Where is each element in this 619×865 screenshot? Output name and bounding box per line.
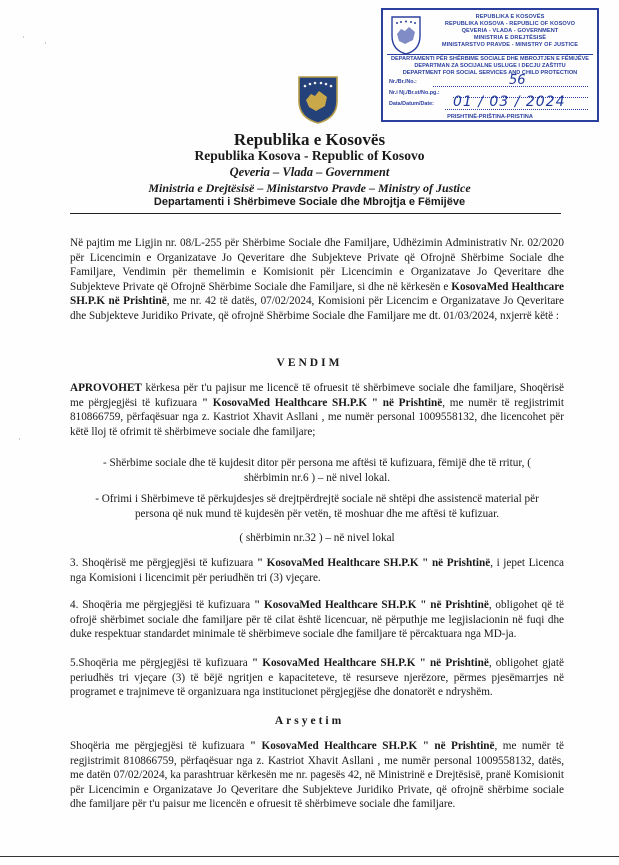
stamp-dept-line: DEPARTMAN ZA SOCIJALNE USLUGE I DECJU ZAŠTITU xyxy=(414,63,566,69)
approval-keyword: APROVOHET xyxy=(70,382,142,394)
service-item-2: - Ofrimi i Shërbimeve të përkujdesjes së drejtpërdrejtë sociale në shtëpi dhe assistencë material për persona që nuk mund të kujdesën për vetën, të moshuar dhe me aftësi të kufizuar. xyxy=(95,493,539,520)
kosovo-emblem-icon xyxy=(389,14,423,56)
stamp-date-label: Data/Datum/Date: xyxy=(389,101,434,107)
service-item-2-level: ( shërbimin nr.32 ) – në nivel lokal xyxy=(239,532,395,544)
header-department: Departamenti i Shërbimeve Sociale dhe Mbrojtja e Fëmijëve xyxy=(153,196,466,208)
paragraph-4: 4. Shoqëria me përgjegjësi të kufizuara " KosovaMed Healthcare SH.P.K " në Prishtinë, obligohet që të ofrojë shërbimet sociale dhe familjare për të cilat është licencuar, në përputhje me legjislacionin në fuqi dhe duke respektuar standardet minimale të shërbimeve sociale dhe familjare të përcaktuara nga MD-ja. xyxy=(70,599,564,641)
header-republic-multilingual: Republika Kosova - Republic of Kosovo xyxy=(194,148,425,163)
stamp-dept-line: DEPARTMENT FOR SOCIAL SERVICES AND CHILD PROTECTION xyxy=(402,70,578,76)
header-ministry: Ministria e Drejtësisë – Ministarstvo Pravde – Ministry of Justice xyxy=(148,181,471,195)
page-bottom-edge xyxy=(0,856,619,857)
stamp-header-line: MINISTRIA E DREJTËSISË xyxy=(473,35,547,41)
reasoning-paragraph: Shoqëria me përgjegjësi të kufizuara " KosovaMed Healthcare SH.P.K " në Prishtinë, me numër të regjistrimit 810866759, përfaqësuar nga z. Kastriot Xhavit Asllani , me numër personal 1009558132, datës, me datën 07/02/2024, ka parashtruar kërkesën me nr. pagesës 42, në Ministrinë e Drejtësisë, pranë Komisionit për Licencimin e Organizatave Jo Qeveritare dhe Subjekteve Juridiko Private, që ofrojnë shërbime sociale dhe familjare për t'u paisur me licencën e ofruesit të shërbimeve sociale dhe familjare. xyxy=(70,740,564,811)
kosovo-coat-of-arms-icon xyxy=(297,75,339,125)
stamp-city: PRISHTINË-PRIŠTINA-PRISTINA xyxy=(447,114,533,120)
stamp-header-line: REPUBLIKA KOSOVA - REPUBLIC OF KOSOVO xyxy=(444,21,576,27)
stamp-nr-value: 56 xyxy=(509,73,526,88)
stamp-header xyxy=(423,14,597,49)
header-government: Qeveria – Vlada – Government xyxy=(229,165,390,179)
stamp-department xyxy=(387,56,593,77)
scan-speck: · xyxy=(18,434,21,444)
applicant-name: KosovaMed Healthcare SH.P.K në Prishtinë xyxy=(70,280,564,308)
stamp-dept-line: DEPARTAMENTI PËR SHËRBIME SOCIALE DHE MBROJTJEN E FËMIJËVE xyxy=(390,56,590,62)
stamp-nrj-label: Nr.i Nj./Br.st/No.pg.: xyxy=(389,90,440,96)
paragraph-3: 3. Shoqërisë me përgjegjësi të kufizuara " KosovaMed Healthcare SH.P.K " në Prishtinë, i jepet Licenca nga Komisioni i licencimit për periudhën tri (3) vjeçare. xyxy=(70,557,564,584)
paragraph-5: 5.Shoqëria me përgjegjësi të kufizuara " KosovaMed Healthcare SH.P.K " në Prishtinë, obligohet gjatë periudhës tri vjeçare (3) të bëjë ngritjen e kapaciteteve, të resurseve njerëzore, përmes pjesëmarrjes në programet e trajnimeve të organizuara nga institucionet përgjegjëse dhe donatorët e ndryshëm. xyxy=(70,657,564,699)
registry-stamp xyxy=(381,8,599,122)
stamp-header-line: REPUBLIKA E KOSOVËS xyxy=(475,14,545,20)
stamp-header-line: QEVERIA - VLADA - GOVERNMENT xyxy=(461,28,559,34)
header-republic: Republika e Kosovës xyxy=(233,130,386,149)
scan-speck: · xyxy=(44,38,47,48)
arsyetim-title: Arsyetim xyxy=(274,715,345,727)
stamp-date-value: 01 / 03 / 2024 xyxy=(453,94,566,110)
service-item-1: - Shërbime sociale dhe të kujdesit ditor për persona me aftësi të kufizuara, fëmijë dhe të rritur, ( shërbimin nr.6 ) – në nivel lokal. xyxy=(103,457,531,484)
stamp-nr-label: Nr./Br./No.: xyxy=(389,79,417,85)
header-divider xyxy=(70,213,561,214)
vendim-title: VENDIM xyxy=(276,357,343,369)
stamp-header-line: MINISTARSTVO PRAVDE - MINISTRY OF JUSTICE xyxy=(441,42,579,48)
scan-speck: · xyxy=(22,32,25,42)
intro-paragraph: Në pajtim me Ligjin nr. 08/L-255 për Shërbime Sociale dhe Familjare, Udhëzimin Administrativ Nr. 02/2020 për Licencimin e Organizatave Jo Qeveritare dhe Subjekteve Private që Ofrojnë Shërbime Sociale dhe Familjare, Vendimin për themelimin e Komisionit për Licencimin e Organizatave Jo Qeveritare dhe Subjekteve Private që Ofrojnë Shërbime Sociale dhe Familjare, si dhe në kërkesën e KosovaMed Healthcare SH.P.K në Prishtinë, me nr. 42 të datës, 07/02/2024, Komisioni për Licencim e Organizatave Jo Qeveritare dhe Subjekteve Juridiko Private, që ofrojnë Shërbime Sociale dhe Familjare me dt. 01/03/2024, nxjerrë këtë : xyxy=(70,237,564,322)
stamp-divider xyxy=(387,54,593,55)
approval-paragraph: APROVOHET kërkesa për t'u pajisur me licencë të ofruesit të shërbimeve sociale dhe familjare, Shoqërisë me përgjegjësi të kufizuara " KosovaMed Healthcare SH.P.K " në Prishtinë, me numër të regjistrimit 810866759, përfaqësuar nga z. Kastriot Xhavit Asllani , me numër personal 1009558132, dhe licencohet për këtë lloj të ofrimit të shërbimeve sociale dhe familjare; xyxy=(70,382,564,438)
